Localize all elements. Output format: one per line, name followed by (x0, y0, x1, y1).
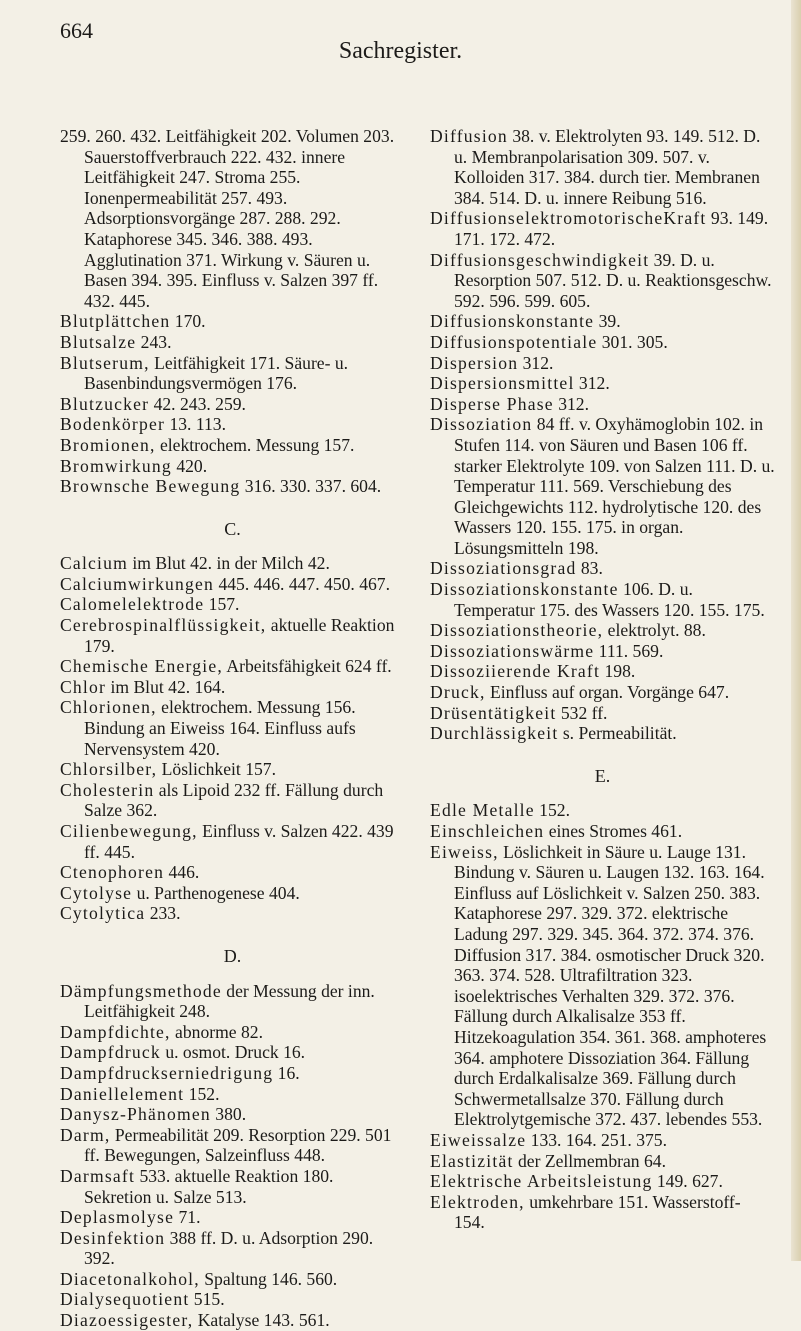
index-term: Bromionen, (60, 434, 156, 455)
index-references: der Zellmembran 64. (513, 1150, 666, 1171)
index-entry (60, 1207, 405, 1228)
index-references: 233. (145, 903, 181, 924)
index-term: Dispersionsmittel (430, 373, 575, 394)
index-term: Edle Metalle (430, 800, 535, 821)
page-edge (791, 0, 801, 1261)
index-references: 380. (210, 1104, 247, 1125)
index-references: 42. 243. 259. (149, 393, 246, 414)
index-term: Dissoziationskonstante (430, 579, 619, 600)
index-entry (430, 641, 775, 662)
index-entry (430, 332, 775, 353)
index-term: Diffusion (430, 126, 508, 146)
index-term: Desinfektion (60, 1227, 166, 1248)
index-term: Dissoziationsgrad (430, 558, 577, 579)
section-heading-d: D. (223, 945, 242, 966)
section-heading-c: C. (224, 518, 241, 539)
index-entry (430, 208, 775, 249)
index-entry (430, 682, 775, 703)
index-term: Dispersion (430, 352, 519, 373)
index-entry (430, 1130, 775, 1151)
index-term: Diffusionskonstante (430, 311, 595, 332)
index-term: Cilienbewegung, (60, 821, 198, 841)
index-references: 39. (594, 311, 621, 332)
index-entry (60, 553, 405, 574)
index-references: Leitfähigkeit 171. Säure- u. Basenbindungsvermögen 176. (84, 352, 349, 394)
index-term: Cholesterin (60, 779, 155, 800)
index-references: 170. (170, 311, 206, 332)
index-term: Bodenkörper (60, 414, 166, 435)
index-references: 93. 149. 171. 172. 472. (454, 208, 769, 249)
index-entry (430, 703, 775, 724)
index-term: DiffusionselektromotorischeKraft (430, 208, 707, 229)
left-column (60, 126, 405, 1331)
index-references: 515. (189, 1289, 225, 1310)
index-term: Cytolyse (60, 882, 133, 903)
index-references: Einfluss auf organ. Vorgänge 647. (485, 682, 730, 703)
index-term: Cerebrospinalflüssigkeit, (60, 615, 267, 636)
index-references: 83. (576, 558, 603, 579)
index-references: 111. 569. (594, 640, 664, 661)
index-entry (430, 620, 775, 641)
index-entry (60, 780, 405, 821)
index-entry (60, 1042, 405, 1063)
index-entry (430, 414, 775, 558)
index-term: Chlorionen, (60, 697, 157, 718)
index-entry (430, 126, 775, 208)
index-references: Löslichkeit 157. (157, 759, 277, 780)
index-term: Elastizität (430, 1150, 514, 1171)
index-entry (60, 1228, 405, 1269)
running-header: Sachregister. (338, 38, 463, 64)
index-references: Löslichkeit in Säure u. Lauge 131. Bindung v. Säuren u. Laugen 132. 163. 164. Einfluss auf Löslichkeit v. Salzen 250. 383. Kataphorese 297. 329. 372. elektrische Ladung 297. 329. 345. 364. 372. 374. 376. Diffusion 317. 384. osmotischer Druck 320. 363. 374. 528. Ultrafiltration 323. isoelektrisches Verhalten 329. 372. 376. Fällung durch Alkalisalze 353 ff. Hitzekoagulation 354. 361. 368. amphoteres 364. amphotere Dissoziation 364. Fällung durch Erdalkalisalze 369. Fällung durch Schwermetallsalze 370. Fällung durch Elektrolytgemische 372. 437. lebendes 553. (454, 841, 767, 1130)
index-term: Eiweissalze (430, 1129, 527, 1150)
index-references: Spaltung 146. 560. (199, 1268, 338, 1289)
index-term: Durchlässigkeit (430, 723, 559, 744)
e-entries (430, 800, 775, 1232)
index-references: als Lipoid 232 ff. Fällung durch Salze 362. (84, 779, 384, 821)
index-term: Dialysequotient (60, 1289, 190, 1310)
index-references: umkehrbare 151. Wasserstoff- 154. (454, 1191, 741, 1233)
d-entries-continued (430, 126, 775, 744)
index-references: 152. (534, 800, 570, 821)
index-references: 106. D. u. Temperatur 175. des Wassers 120. 155. 175. (454, 579, 765, 620)
index-term: Dissoziationswärme (430, 640, 595, 661)
index-entry (60, 883, 405, 904)
index-references: 39. D. u. Resorption 507. 512. D. u. Reaktionsgeschw. 592. 596. 599. 605. (454, 249, 772, 311)
index-references: elektrochem. Messung 157. (155, 434, 355, 455)
index-references: aktuelle Reaktion 179. (84, 615, 395, 656)
index-term: Druck, (430, 682, 486, 703)
index-term: Danysz-Phänomen (60, 1104, 211, 1125)
index-entry (60, 1269, 405, 1290)
index-entry (60, 1022, 405, 1043)
index-references: der Messung der inn. Leitfähigkeit 248. (84, 980, 375, 1022)
index-entry (60, 615, 405, 656)
index-entry (60, 435, 405, 456)
index-term: Chemische Energie, (60, 656, 223, 677)
index-term: Diacetonalkohol, (60, 1268, 200, 1289)
index-references: 420. (171, 455, 208, 476)
index-entry (60, 574, 405, 595)
index-entry (430, 353, 775, 374)
index-term: Dampfdichte, (60, 1021, 171, 1042)
index-term: Elektroden, (430, 1191, 525, 1212)
index-entry (60, 476, 405, 497)
index-references: 16. (273, 1062, 300, 1083)
index-entry (60, 903, 405, 924)
index-entry (60, 1289, 405, 1310)
index-references: u. Parthenogenese 404. (132, 882, 300, 903)
index-entry (430, 842, 775, 1130)
index-entry (430, 821, 775, 842)
index-references: 533. aktuelle Reaktion 180. Sekretion u. Salze 513. (84, 1165, 334, 1207)
index-term: Blutzucker (60, 393, 150, 414)
index-term: Daniellelement (60, 1083, 185, 1104)
index-entry (60, 1063, 405, 1084)
index-term: Bromwirkung (60, 455, 172, 476)
index-references: Einfluss v. Salzen 422. 439 ff. 445. (84, 821, 394, 862)
index-references: 13. 113. (165, 414, 226, 435)
index-term: Ctenophoren (60, 862, 165, 883)
index-entry (430, 723, 775, 744)
index-entry (430, 311, 775, 332)
index-term: Chlorsilber, (60, 759, 158, 780)
index-entry (430, 1151, 775, 1172)
index-references: im Blut 42. 164. (106, 676, 226, 697)
index-term: Blutsalze (60, 331, 137, 352)
index-references: Permeabilität 209. Resorption 229. 501 ff. Bewegungen, Salzeinfluss 448. (84, 1124, 392, 1166)
index-entry (430, 661, 775, 682)
index-references: Arbeitsfähigkeit 624 ff. (222, 656, 392, 677)
c-entries (60, 553, 405, 924)
index-entry (60, 821, 405, 862)
index-term: Blutserum, (60, 352, 150, 373)
index-references: 152. (184, 1083, 220, 1104)
index-references: 71. (174, 1207, 201, 1228)
index-entry (430, 394, 775, 415)
index-references: im Blut 42. in der Milch 42. (128, 553, 330, 574)
index-term: Calcium (60, 553, 129, 574)
index-term: Blutplättchen (60, 311, 171, 332)
index-term: Diffusionsgeschwindigkeit (430, 249, 650, 270)
index-references: 301. 305. (597, 331, 668, 352)
index-term: Dissoziierende Kraft (430, 661, 601, 682)
index-entry (60, 677, 405, 698)
index-references: 312. (518, 352, 554, 373)
index-entry (430, 800, 775, 821)
index-term: Dampfdruck (60, 1042, 161, 1063)
index-references: 312. (574, 373, 610, 394)
right-column (430, 126, 775, 1233)
index-entry (60, 1166, 405, 1207)
index-references: 38. v. Elektrolyten 93. 149. 512. D. u. Membranpolarisation 309. 507. v. Kolloiden 317. 384. durch tier. Membranen 384. 514. D. u. innere Reibung 516. (454, 126, 761, 208)
index-references: 198. (600, 661, 636, 682)
index-entry (60, 1310, 405, 1331)
index-term: Deplasmolyse (60, 1207, 175, 1228)
index-term: Brownsche Bewegung (60, 476, 241, 497)
index-references: Katalyse 143. 561. (193, 1310, 330, 1331)
index-term: Darmsaft (60, 1165, 136, 1186)
index-term: Diffusionspotentiale (430, 331, 598, 352)
index-entry (60, 126, 405, 311)
index-entry (430, 373, 775, 394)
index-entry (60, 394, 405, 415)
index-references: 149. 627. (652, 1171, 723, 1192)
index-entry (60, 697, 405, 759)
index-term: Dissoziationstheorie, (430, 620, 604, 641)
index-entry (60, 656, 405, 677)
index-term: Calciumwirkungen (60, 573, 215, 594)
index-references: 157. (204, 594, 240, 615)
index-entry (430, 1192, 775, 1233)
index-references: 259. 260. 432. Leitfähigkeit 202. Volumen 203. Sauerstoffverbrauch 222. 432. innere Leitfähigkeit 247. Stroma 255. Ionenpermeabilität 257. 493. Adsorptionsvorgänge 287. 288. 292. Kataphorese 345. 346. 388. 493. Agglutination 371. Wirkung v. Säuren u. Basen 394. 395. Einfluss v. Salzen 397 ff. 432. 445. (60, 126, 395, 311)
page-number: 664 (60, 18, 93, 43)
index-term: Chlor (60, 676, 107, 697)
index-references: 243. (136, 331, 172, 352)
index-entry (60, 311, 405, 332)
index-term: Disperse Phase (430, 393, 554, 414)
section-heading-e: E. (594, 765, 611, 786)
index-references: 312. (553, 393, 589, 414)
index-entry (60, 981, 405, 1022)
index-term: Diazoessigester, (60, 1310, 194, 1331)
index-references: elektrochem. Messung 156. Bindung an Eiweiss 164. Einfluss aufs Nervensystem 420. (84, 697, 356, 759)
index-entry (430, 579, 775, 620)
index-entry (60, 332, 405, 353)
index-term: Eiweiss, (430, 841, 499, 862)
index-entry (60, 1125, 405, 1166)
index-references: 388 ff. D. u. Adsorption 290. 392. (84, 1227, 374, 1269)
index-entry (430, 1171, 775, 1192)
index-entry (60, 456, 405, 477)
index-term: Dissoziation (430, 414, 533, 435)
index-term: Dämpfungsmethode (60, 980, 222, 1001)
index-references: 84 ff. v. Oxyhämoglobin 102. in Stufen 114. von Säuren und Basen 106 ff. starker Elektrolyte 109. von Salzen 111. D. u. Temperatur 111. 569. Verschiebung des Gleichgewichts 112. hydrolytische 120. des Wassers 120. 155. 175. in organ. Lösungsmitteln 198. (454, 414, 775, 558)
index-entry (60, 862, 405, 883)
index-entry (60, 1084, 405, 1105)
index-references: 532 ff. (556, 702, 608, 723)
index-references: eines Stromes 461. (544, 821, 683, 841)
index-term: Drüsentätigkeit (430, 702, 557, 723)
index-entry (60, 759, 405, 780)
index-term: Elektrische Arbeitsleistung (430, 1171, 653, 1192)
index-term: Einschleichen (430, 821, 545, 841)
index-entry (60, 414, 405, 435)
d-entries (60, 981, 405, 1331)
index-term: Darm, (60, 1124, 111, 1145)
index-references: 133. 164. 251. 375. (526, 1129, 667, 1150)
index-references: 446. (164, 862, 200, 883)
index-references: 445. 446. 447. 450. 467. (214, 573, 390, 594)
index-entry (60, 1104, 405, 1125)
index-term: Calomelelektrode (60, 594, 205, 615)
index-term: Cytolytica (60, 903, 146, 924)
index-entry (430, 250, 775, 312)
index-references: abnorme 82. (170, 1021, 263, 1042)
index-references: elektrolyt. 88. (603, 620, 706, 641)
index-references: s. Permeabilität. (558, 723, 677, 744)
index-entry (60, 594, 405, 615)
b-entries (60, 126, 405, 497)
index-term: Dampfdruckserniedrigung (60, 1062, 274, 1083)
index-entry (430, 558, 775, 579)
index-references: u. osmot. Druck 16. (160, 1042, 306, 1063)
index-references: 316. 330. 337. 604. (240, 476, 382, 497)
index-entry (60, 353, 405, 394)
